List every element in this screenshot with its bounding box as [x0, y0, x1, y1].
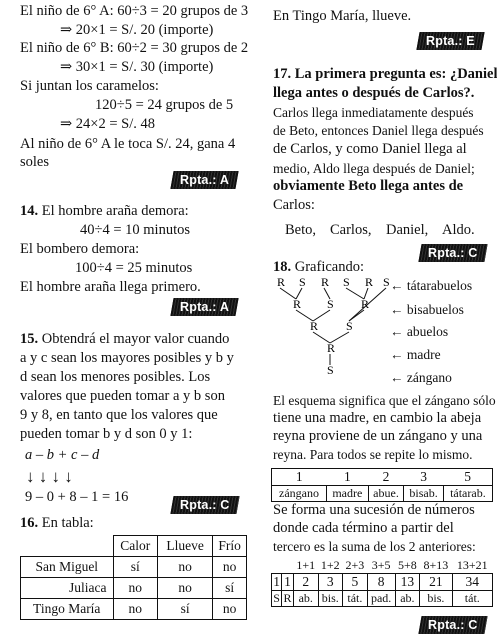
tree-node-s: S [327, 297, 334, 311]
tree-node-r: R [277, 275, 286, 289]
line-juntan: Si juntan los caramelos: [20, 78, 159, 94]
tree-node-r: R [327, 341, 336, 355]
order-daniel: Daniel, [386, 222, 429, 238]
line-p14b: 40÷4 = 10 minutos [80, 222, 190, 238]
tree-node-r: R [310, 319, 319, 333]
line-p17: medio, Aldo llega después de Daniel; [273, 161, 475, 176]
line-p18b: donde cada término a partir del [273, 520, 454, 536]
problem-18: 18. Graficando: [273, 259, 364, 275]
problem-14: 14. El hombre araña demora: [20, 203, 189, 219]
order-aldo: Aldo. [442, 222, 475, 238]
line-p17: llega antes o después de Carlos?. [273, 85, 475, 101]
line-48: ⇒ 24×2 = S/. 48 [60, 116, 155, 132]
line-p18b: tercero es la suma de los 2 anteriores: [273, 539, 476, 554]
tree-node-r: R [365, 275, 374, 289]
line-p17: Carlos: [273, 197, 315, 213]
line-6b: El niño de 6° B: 60÷2 = 30 grupos de 2 [20, 40, 249, 56]
problem-15: 15. Obtendrá el mayor valor cuando [20, 331, 230, 347]
label-madre: ← madre [390, 347, 441, 362]
order-carlos: Carlos, [330, 222, 372, 238]
generation-table: 1 1 2 3 5 zángano madre abue. bisab. tátarab. [271, 468, 493, 502]
line-p18: reyna proviene de un zángano y una [273, 428, 483, 444]
line-p15: pueden tomar b y d son 0 y 1: [20, 426, 193, 442]
line-p17: de Beto, entonces Daniel llega después [273, 123, 484, 138]
line-6a: El niño de 6° A: 60÷3 = 20 grupos de 3 [20, 3, 249, 19]
table-row: San Miguel sí no no [21, 557, 247, 578]
problem-16: 16. En tabla: [20, 515, 94, 531]
tree-node-s: S [343, 275, 350, 289]
label-zangano: ← zángano [390, 370, 452, 385]
sequence-table: 1+1 1+2 2+3 3+5 5+8 8+13 13+21 1 1 2 3 5 8 13 21 34 S R ab. bis. tát. pad. ab. bis. tát. [271, 558, 493, 607]
table-row: S R ab. bis. tát. pad. ab. bis. tát. [272, 591, 493, 607]
line-p15: valores que pueden tomar a y b son [20, 388, 225, 404]
line-6a-importe: ⇒ 20×1 = S/. 20 (importe) [60, 22, 214, 38]
problem-17: 17. La primera pregunta es: ¿Daniel [273, 66, 497, 82]
answer-badge: Rpta.: A [170, 171, 238, 189]
tree-node-r: R [321, 275, 330, 289]
line-6b-importe: ⇒ 30×1 = S/. 30 (importe) [60, 59, 214, 75]
expression: a – b + c – d [25, 447, 100, 463]
order-beto: Beto, [285, 222, 317, 238]
answer-badge: Rpta.: A [170, 298, 238, 316]
line-p15: 9 y 8, en tanto que los valores que [20, 407, 218, 423]
table-row: Juliaca no no sí [21, 578, 247, 599]
line-p14c: El bombero demora: [20, 241, 140, 257]
label-tatarabuelos: ← tátarabuelos [390, 278, 473, 293]
label-abuelos: ← abuelos [390, 324, 449, 339]
line-p18: El esquema significa que el zángano sólo [273, 393, 496, 408]
label-bisabuelos: ← bisabuelos [390, 302, 464, 317]
table-row: 1 1 2 3 5 8 13 21 34 [272, 574, 493, 591]
line-p17: Carlos llega inmediatamente después [273, 105, 474, 120]
answer-badge: Rpta.: E [416, 32, 484, 50]
line-p15: d sean los menores posibles. Los [20, 369, 211, 385]
table-header: Frío [213, 536, 247, 557]
line-gana: Al niño de 6° A le toca S/. 24, gana 4 [20, 136, 236, 152]
tree-node-r: R [361, 297, 370, 311]
line-soles: soles [20, 154, 49, 170]
result: 9 – 0 + 8 – 1 = 16 [25, 489, 129, 505]
line-p18: tiene una madre, en cambio la abeja [273, 410, 482, 426]
line-p15: a y c sean los mayores posibles y b y [20, 350, 234, 366]
weather-table [20, 535, 247, 620]
answer-badge: Rpta.: C [170, 496, 239, 514]
line-p17: obviamente Beto llega antes de [273, 178, 464, 194]
tree-node-s: S [346, 319, 353, 333]
arrows: ↓ ↓ ↓ ↓ [26, 467, 73, 486]
tree-node-s: S [383, 275, 390, 289]
line-p14e: El hombre araña llega primero. [20, 279, 201, 295]
line-p18: reyna. Para todos se repite lo mismo. [273, 447, 473, 462]
tree-node-s: S [327, 363, 334, 377]
line-tingo: En Tingo María, llueve. [273, 8, 412, 24]
table-row: Tingo María no sí no [21, 599, 247, 620]
tree-node-r: R [293, 297, 302, 311]
answer-badge: Rpta.: C [418, 616, 487, 634]
line-grupos5: 120÷5 = 24 grupos de 5 [95, 97, 234, 113]
line-p18b: Se forma una sucesión de números [273, 502, 475, 518]
answer-badge: Rpta.: C [418, 244, 487, 262]
table-header: Llueve [158, 536, 213, 557]
line-p17: de Carlos, y como Daniel llega al [273, 141, 467, 157]
line-p14d: 100÷4 = 25 minutos [75, 260, 193, 276]
table-header: Calor [113, 536, 158, 557]
tree-node-s: S [299, 275, 306, 289]
